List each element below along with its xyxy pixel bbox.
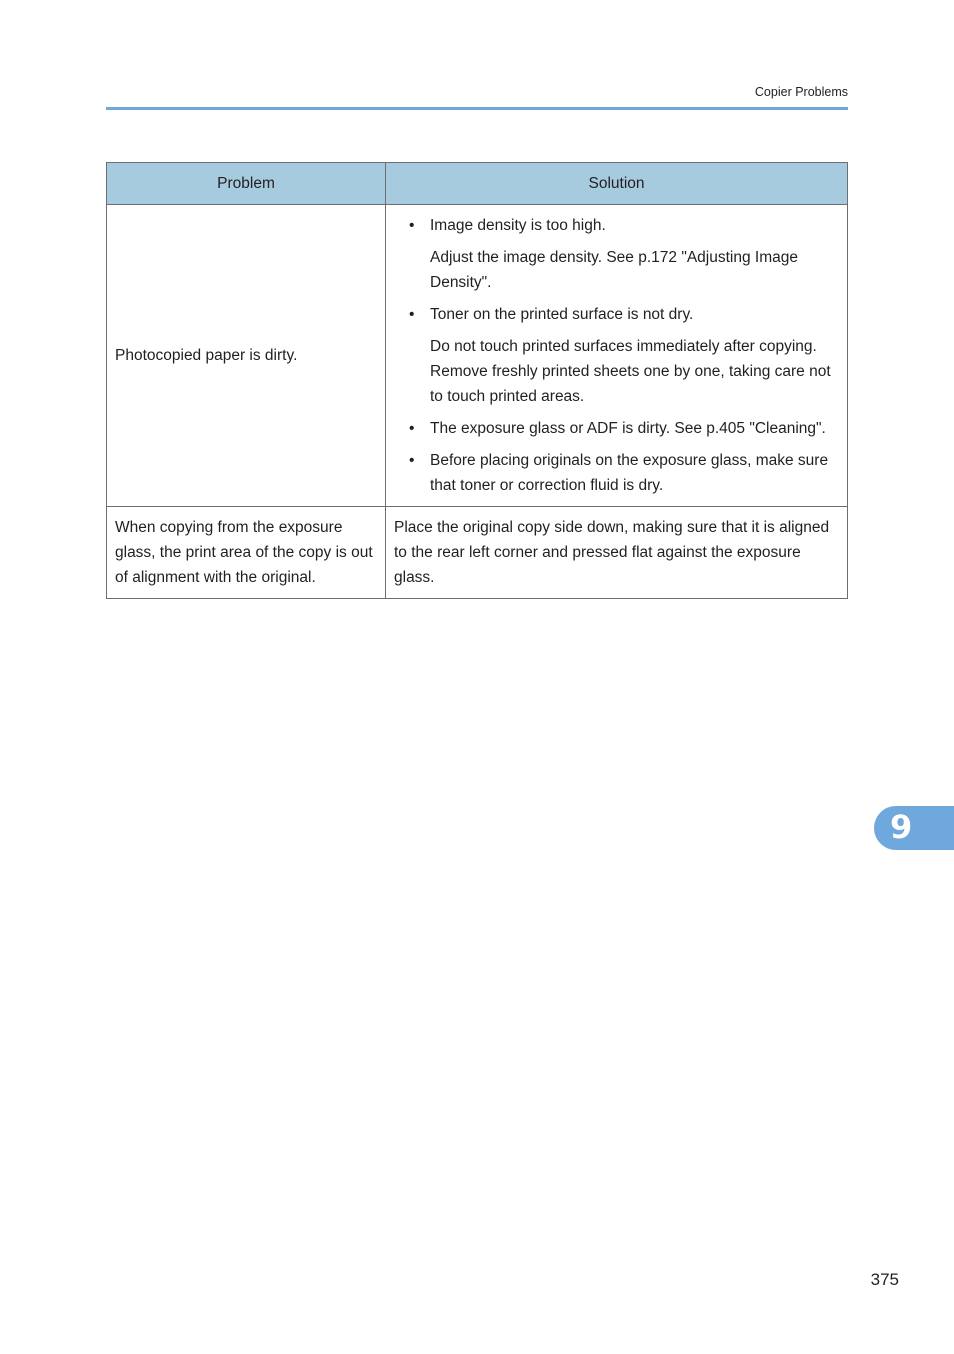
solution-cause: Toner on the printed surface is not dry. — [430, 306, 694, 323]
solution-item — [394, 448, 839, 498]
bullet-icon: • — [409, 217, 415, 234]
table-row — [107, 205, 848, 507]
solution-cause: Before placing originals on the exposure glass, make sure that toner or correction fluid is dry. — [430, 452, 829, 494]
troubleshooting-table — [106, 162, 848, 599]
solution-item — [394, 302, 839, 409]
solution-item — [394, 416, 839, 441]
bullet-icon: • — [409, 452, 415, 469]
problem-cell: Photocopied paper is dirty. — [107, 205, 386, 507]
header-rule — [106, 107, 848, 110]
solution-detail: Adjust the image density. See p.172 "Adjusting Image Density". — [430, 249, 798, 291]
solution-detail: Do not touch printed surfaces immediately after copying. Remove freshly printed sheets one by one, taking care not to touch printed areas. — [430, 338, 831, 405]
column-header-problem: Problem — [107, 163, 386, 205]
page-number: 375 — [870, 1270, 899, 1289]
bullet-icon: • — [409, 420, 415, 437]
table-header-row — [107, 163, 848, 205]
solution-cause: Image density is too high. — [430, 217, 606, 234]
running-header: Copier Problems — [754, 85, 848, 99]
solution-cell — [386, 205, 848, 507]
chapter-number: 9 — [890, 808, 913, 846]
column-header-solution: Solution — [386, 163, 848, 205]
solution-cell: Place the original copy side down, making sure that it is aligned to the rear left corner and pressed flat against the exposure glass. — [386, 507, 848, 599]
bullet-icon: • — [409, 306, 415, 323]
solution-list — [394, 213, 839, 498]
chapter-tab — [874, 806, 954, 850]
solution-cause: The exposure glass or ADF is dirty. See p.405 "Cleaning". — [430, 420, 826, 437]
solution-item — [394, 213, 839, 295]
problem-cell: When copying from the exposure glass, the print area of the copy is out of alignment with the original. — [107, 507, 386, 599]
table-row — [107, 507, 848, 599]
